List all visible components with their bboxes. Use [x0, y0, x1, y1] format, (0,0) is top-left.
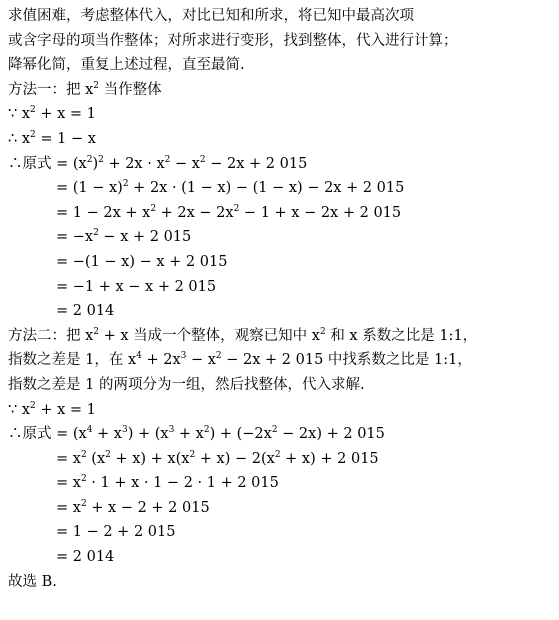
solution-line: 或含字母的项当作整体；对所求进行变形，找到整体，代入进行计算； [8, 32, 458, 49]
solution-line: = 2 014 [56, 549, 115, 566]
solution-line: 指数之差是 1，在 $x^4 + 2x^3 - x^2 - 2x + 2$ 015 中找系数之比是 1:1， [8, 351, 472, 369]
solution-line: 求值困难，考虑整体代入，对比已知和所求，将已知中最高次项 [8, 8, 414, 24]
solution-line: 故选 B. [8, 573, 57, 590]
solution-line: ∴原式 = $(x^2)^2 + 2x \cdot x^2 - x^2 - 2x + 2$ 015 [8, 154, 308, 172]
solution-line: = $-x^2 - x + 2$ 015 [56, 228, 192, 246]
solution-line: = $x^2$ $(x^2 + x) + x(x^2 + x) - 2(x^2 + x) + 2$ 015 [56, 449, 379, 467]
solution-line: = $x^2 + x - 2 + 2$ 015 [56, 498, 210, 516]
solution-line: 指数之差是 1 的两项分为一组，然后找整体，代入求解. [8, 376, 365, 393]
solution-line: ∴原式 = $(x^4 + x^3) + (x^3 + x^2) + (-2x^2 - 2x) + 2$ 015 [8, 425, 385, 443]
solution-line: ∵ $x^2 + x = 1$ [8, 400, 96, 418]
solution-line: ∵ $x^2 + x = 1$ [8, 105, 96, 123]
solution-line: = $1 - 2x + x^2 + 2x - 2x^2 - 1 + x - 2x + 2$ 015 [56, 203, 402, 221]
solution-line: = $x^2 \cdot 1 + x \cdot 1 - 2 \cdot 1 + 2$ 015 [56, 474, 279, 492]
solution-line: = $(1 - x)^2 + 2x \cdot (1 - x) - (1 - x) - 2x + 2$ 015 [56, 179, 405, 197]
solution-line: = 1 − 2 + 2 015 [56, 524, 176, 541]
solution-line: 方法一：把 $x^2$ 当作整体 [8, 80, 162, 98]
solution-line: = −(1 − x) − x + 2 015 [56, 253, 228, 270]
solution-line: 降幂化简，重复上述过程，直至最简. [8, 57, 245, 74]
solution-line: ∴ $x^2 = 1 - x$ [8, 129, 96, 147]
solution-line: = 2 014 [56, 303, 115, 320]
solution-line: 方法二：把 $x^2 + x$ 当成一个整体，观察已知中 $x^2$ 和 x 系数之比是 1:1， [8, 326, 478, 344]
solution-line: = −1 + x − x + 2 015 [56, 278, 217, 295]
